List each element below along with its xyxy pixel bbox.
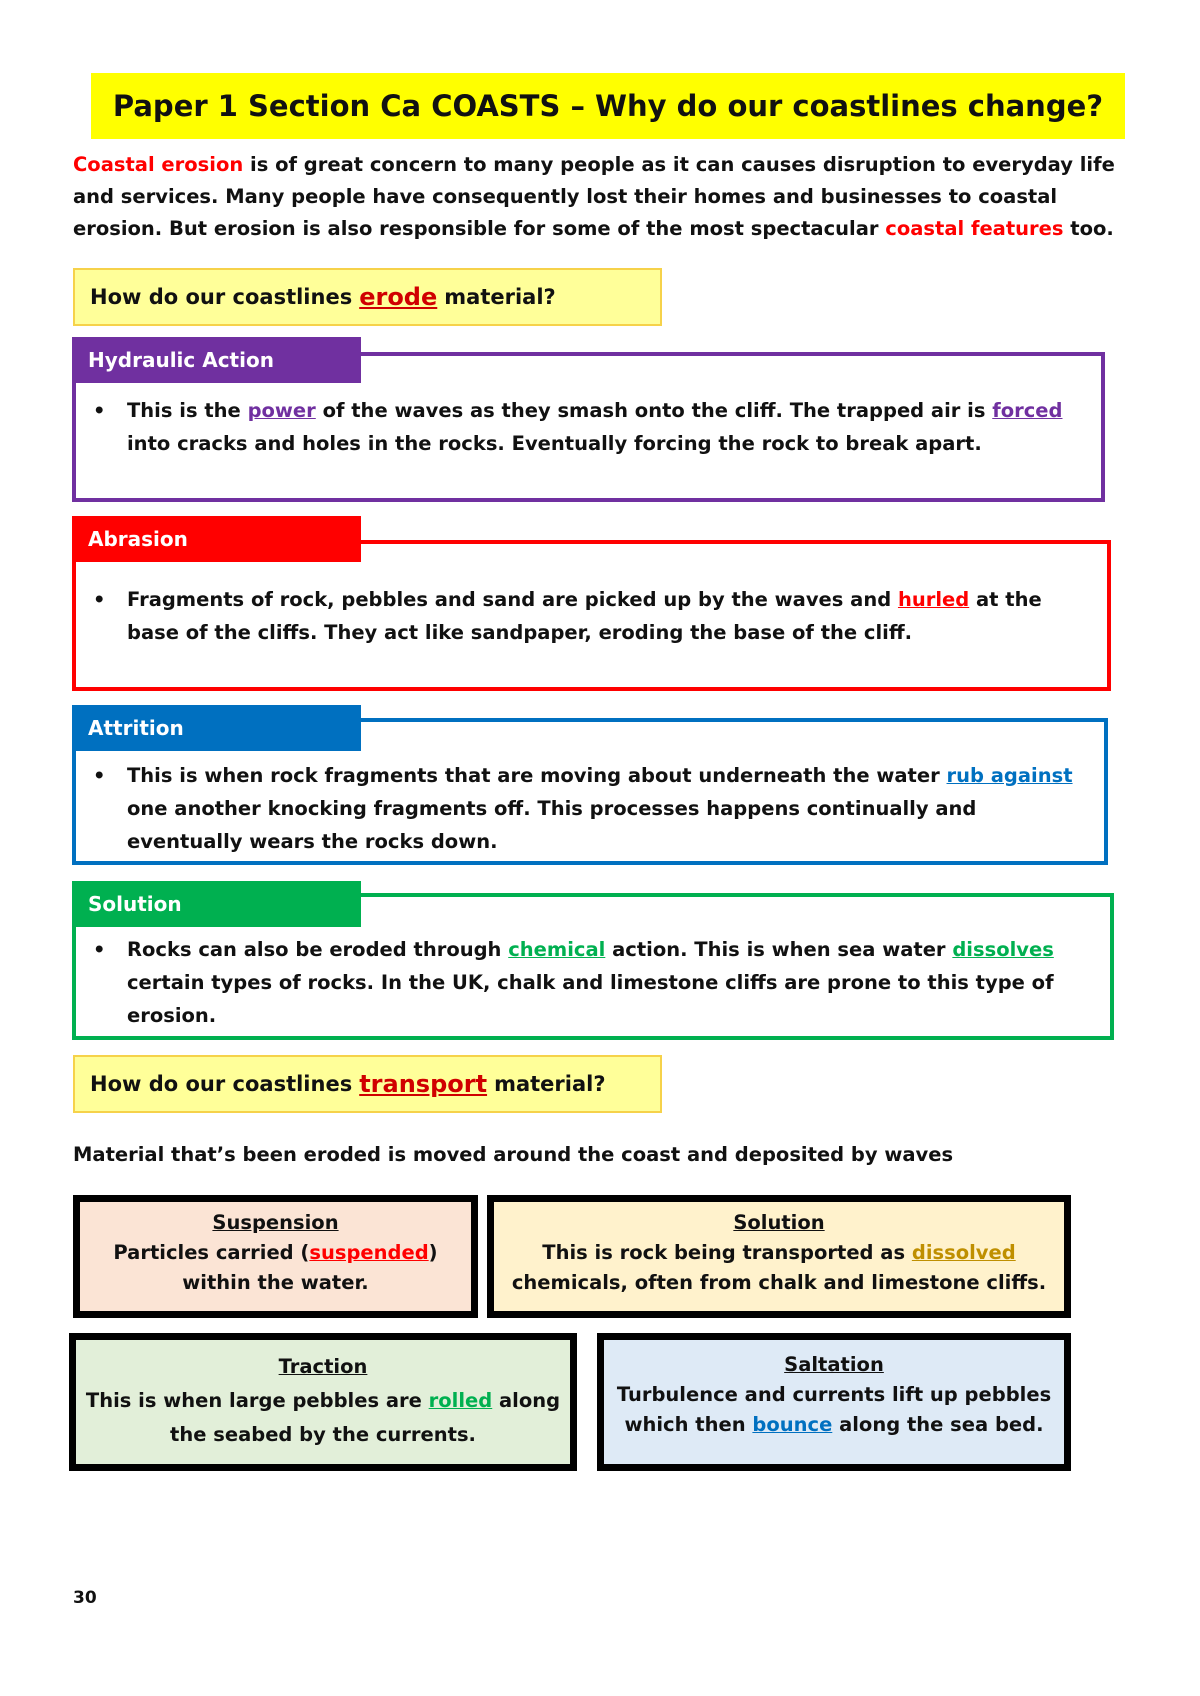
abrasion-text [93, 583, 1093, 649]
erode-question-before: How do our coastlines [90, 285, 353, 309]
solution-erosion-text [93, 933, 1093, 1032]
text-run: action. This is when sea water [605, 938, 953, 961]
solution-transport-title: Solution [733, 1211, 825, 1234]
bullet-icon: • [93, 588, 106, 611]
keyword-suspended: suspended [309, 1241, 429, 1264]
text-run: into cracks and holes in the rocks. Eventually forcing the rock to break apart. [127, 432, 982, 455]
text-run: at the base of the cliffs. They act like sandpaper, eroding the base of the cliff. [127, 588, 1042, 644]
text-run: This is rock being transported as [542, 1241, 912, 1264]
text-run: Particles carried ( [113, 1241, 310, 1264]
traction-box [69, 1333, 577, 1471]
suspension-box [73, 1195, 478, 1318]
intro-highlight-coastal-features: coastal features [885, 217, 1064, 240]
text-run: This is when large pebbles are [85, 1389, 429, 1412]
solution-transport-box [487, 1195, 1071, 1318]
solution-erosion-description [127, 933, 1093, 1032]
saltation-description [617, 1383, 1051, 1436]
transport-question-after: material? [494, 1072, 606, 1096]
text-run: along the seabed by the currents. [170, 1389, 561, 1446]
erode-question-after: material? [444, 285, 556, 309]
solution-erosion-title: Solution [88, 892, 182, 916]
text-run: one another knocking fragments off. This processes happens continually and eventually wears the rocks down. [127, 797, 977, 853]
hydraulic-action-header [72, 337, 361, 383]
text-run: Fragments of rock, pebbles and sand are picked up by the waves and [127, 588, 898, 611]
attrition-text [93, 759, 1088, 858]
attrition-description [127, 759, 1088, 858]
solution-transport-description [512, 1241, 1046, 1294]
text-run: Turbulence and currents lift up pebbles which then [616, 1383, 1052, 1436]
erode-question-box [73, 268, 662, 326]
text-run: ) within the water. [182, 1241, 438, 1294]
intro-highlight-coastal-erosion: Coastal erosion [73, 153, 244, 176]
bullet-icon: • [93, 399, 106, 422]
transport-question-before: How do our coastlines [90, 1072, 353, 1096]
text-run: of the waves as they smash onto the cliff. The trapped air is [315, 399, 993, 422]
transport-question-box [73, 1055, 662, 1113]
intro-text-2: too. [1063, 217, 1114, 240]
keyword-dissolves: dissolves [952, 938, 1054, 961]
hydraulic-action-title: Hydraulic Action [88, 348, 274, 372]
keyword-chemical: chemical [508, 938, 606, 961]
suspension-title: Suspension [212, 1211, 339, 1234]
keyword-hurled: hurled [897, 588, 970, 611]
keyword-dissolved: dissolved [911, 1241, 1016, 1264]
erode-question-keyword: erode [359, 283, 438, 311]
attrition-header [72, 705, 361, 751]
keyword-power: power [247, 399, 316, 422]
text-run: This is the [127, 399, 248, 422]
transport-lead: Material that’s been eroded is moved around the coast and deposited by waves [73, 1143, 954, 1166]
bullet-icon: • [93, 764, 106, 787]
page-number: 30 [73, 1588, 97, 1608]
abrasion-description [127, 583, 1093, 649]
page-title: Paper 1 Section Ca COASTS – Why do our coastlines change? [112, 89, 1104, 123]
hydraulic-action-text [93, 394, 1083, 460]
suspension-description [113, 1241, 437, 1294]
abrasion-title: Abrasion [88, 527, 188, 551]
solution-erosion-header [72, 881, 361, 927]
transport-question-keyword: transport [359, 1070, 488, 1098]
text-run: along the sea bed. [832, 1413, 1044, 1436]
traction-description [86, 1389, 560, 1446]
attrition-title: Attrition [88, 716, 184, 740]
intro-paragraph [73, 149, 1123, 245]
abrasion-header [72, 516, 361, 562]
bullet-icon: • [93, 938, 106, 961]
hydraulic-action-description [127, 394, 1083, 460]
keyword-forced: forced [992, 399, 1063, 422]
text-run: This is when rock fragments that are moving about underneath the water [127, 764, 947, 787]
keyword-bounce: bounce [752, 1413, 833, 1436]
text-run: certain types of rocks. In the UK, chalk and limestone cliffs are prone to this type of erosion. [127, 971, 1054, 1027]
keyword-rub-against: rub against [946, 764, 1073, 787]
saltation-box [597, 1333, 1071, 1471]
saltation-title: Saltation [784, 1353, 884, 1376]
text-run: Rocks can also be eroded through [127, 938, 509, 961]
keyword-rolled: rolled [428, 1389, 493, 1412]
text-run: chemicals, often from chalk and limestone cliffs. [511, 1271, 1047, 1294]
traction-title: Traction [278, 1355, 368, 1378]
title-banner [91, 73, 1125, 139]
intro-text-1: is of great concern to many people as it can causes disruption to everyday life and services. Many people have consequently lost their homes and businesses to coastal erosion. But erosion is also responsible for some of the most spectacular [73, 153, 1115, 240]
